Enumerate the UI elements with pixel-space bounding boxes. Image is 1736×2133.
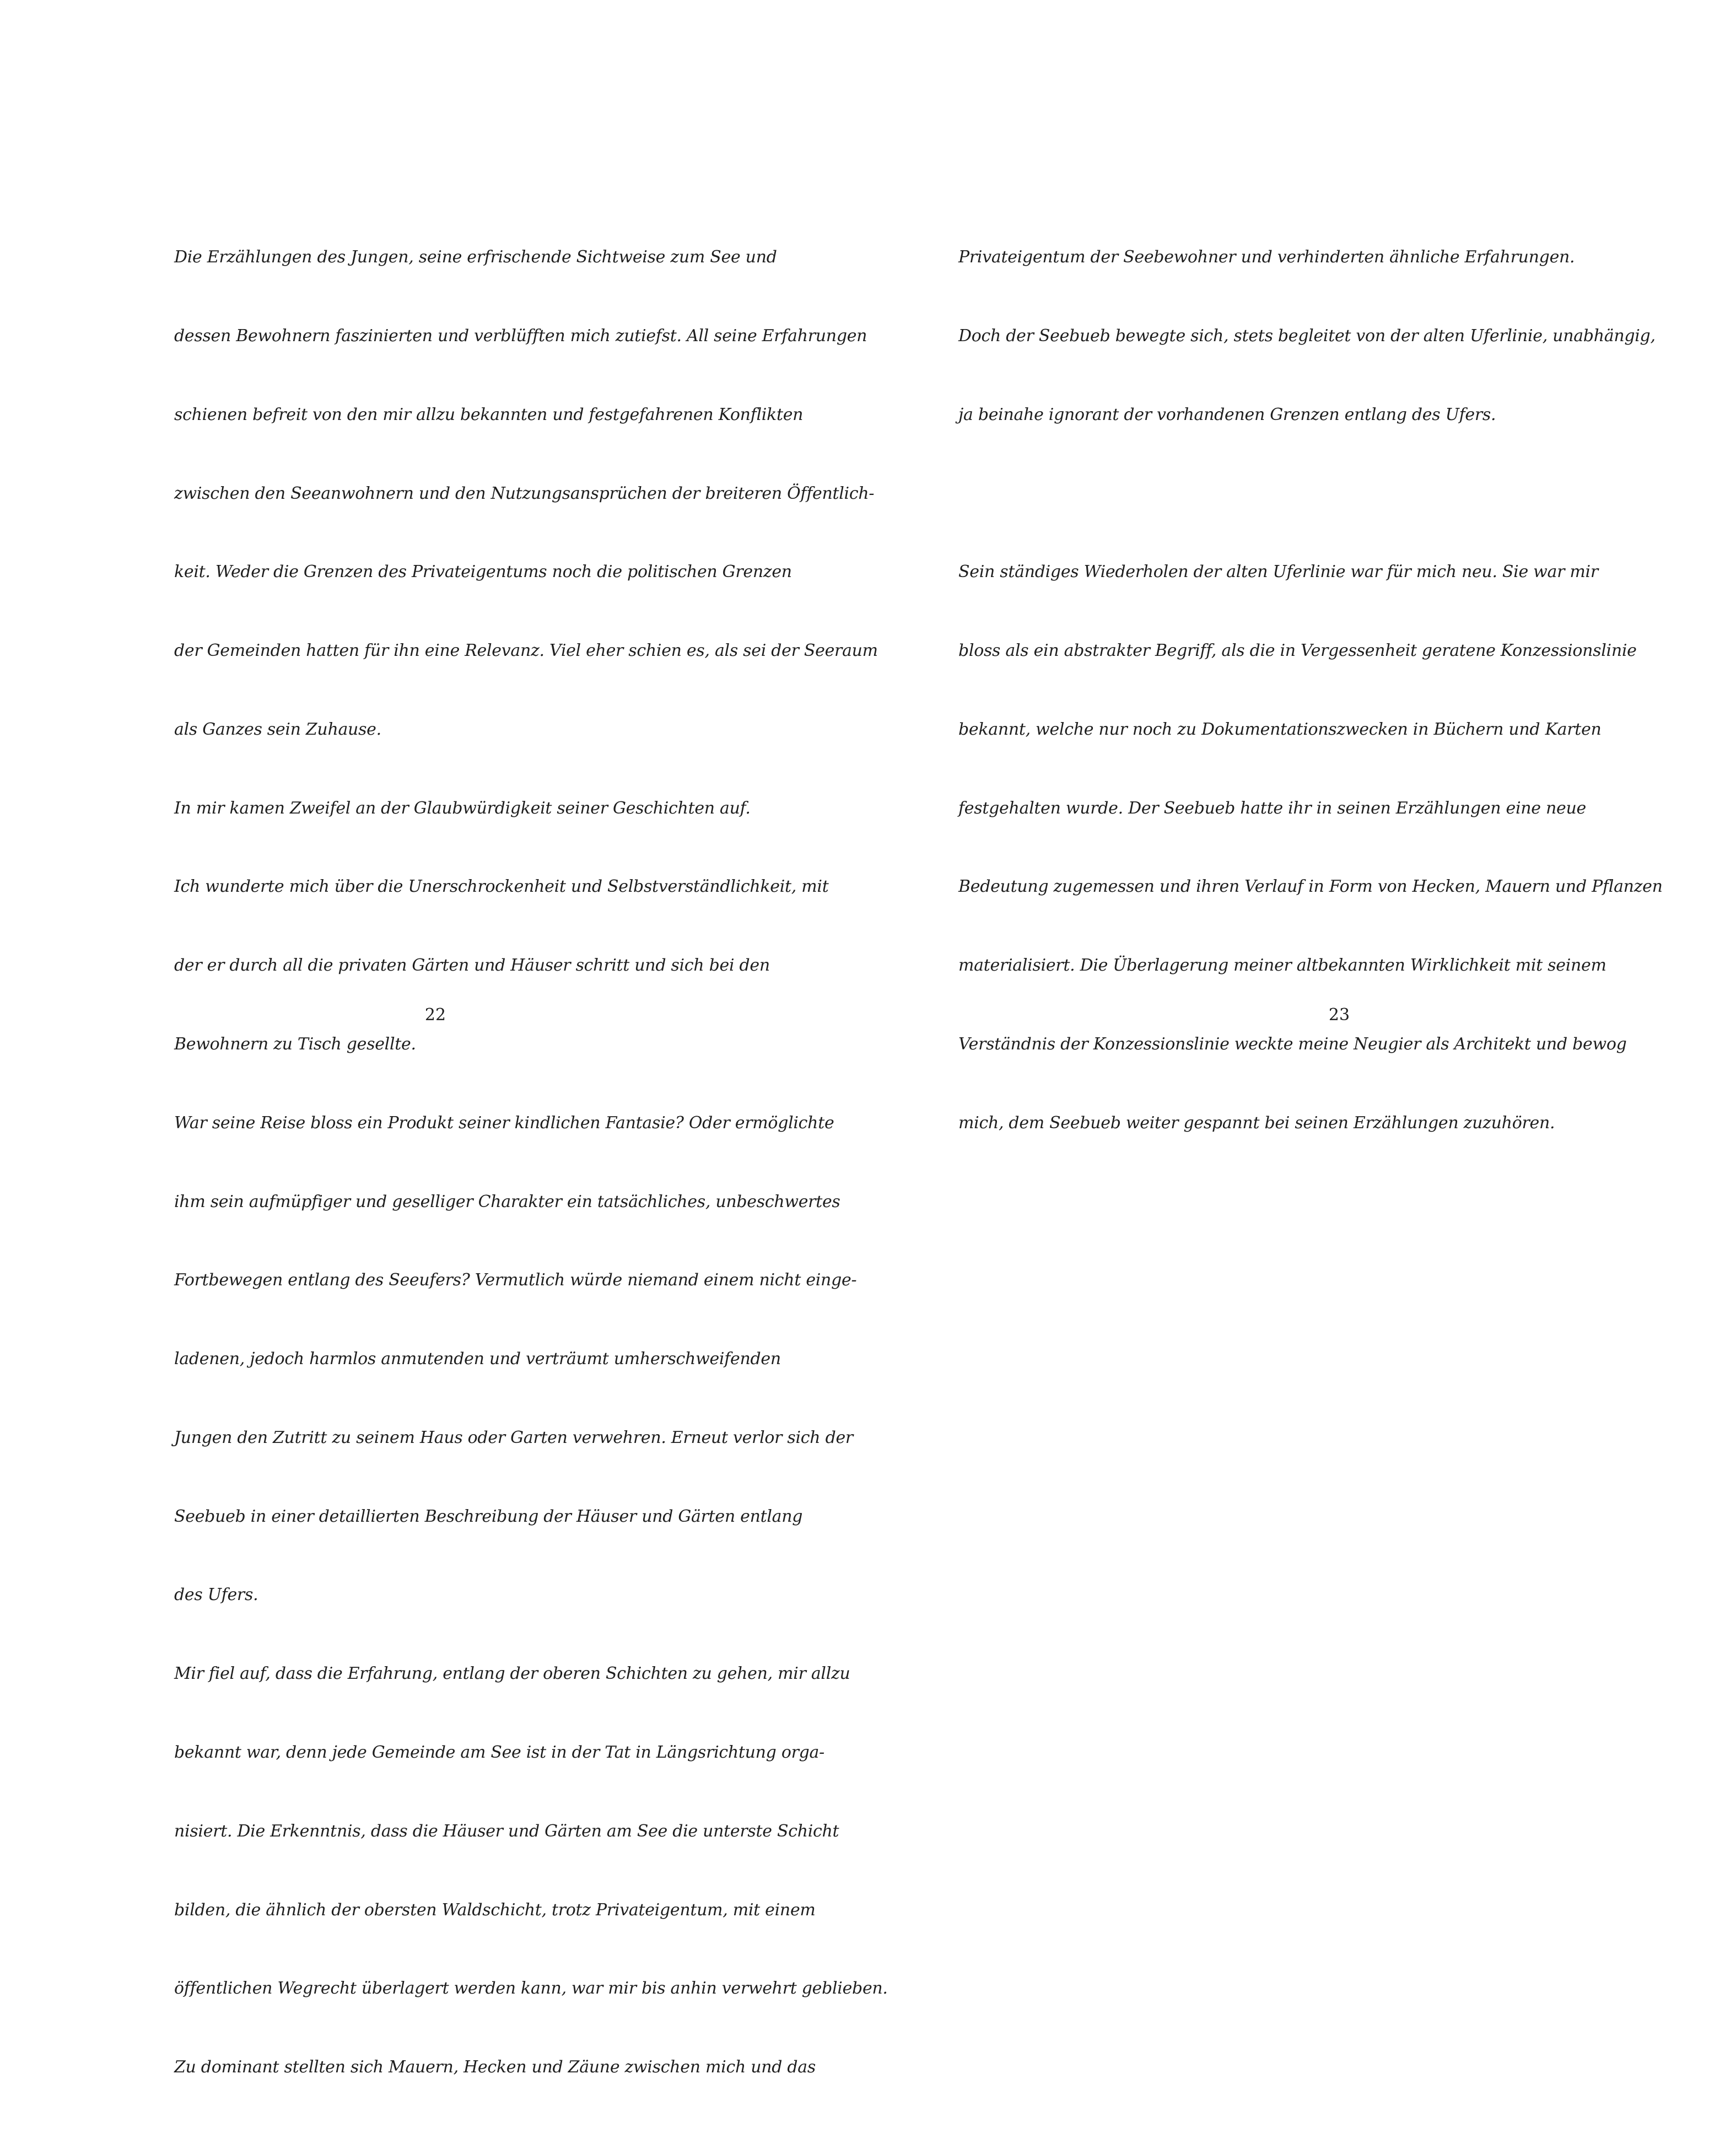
page-number-right: 23 <box>1328 1005 1350 1025</box>
text-line: mich, dem Seebueb weiter gespannt bei seinen Erzählungen zuzuhören. <box>958 1113 1555 1133</box>
text-line: dessen Bewohnern faszinierten und verblüfften mich zutiefst. All seine Erfahrungen <box>174 326 867 346</box>
right-page-body-text <box>958 192 1663 1189</box>
text-line: Bedeutung zugemessen und ihren Verlauf in Form von Hecken, Mauern und Pflanzen <box>958 877 1663 897</box>
text-line: des Ufers. <box>174 1585 258 1605</box>
left-page-body-text <box>174 192 888 2133</box>
text-line: materialisiert. Die Überlagerung meiner altbekannten Wirklichkeit mit seinem <box>958 956 1606 976</box>
text-line: schienen befreit von den mir allzu bekannten und festgefahrenen Konflikten <box>174 405 804 424</box>
text-line: Seebueb in einer detaillierten Beschreibung der Häuser und Gärten entlang <box>174 1506 803 1526</box>
text-line: bekannt, welche nur noch zu Dokumentationszwecken in Büchern und Karten <box>958 719 1602 739</box>
text-line: ihm sein aufmüpfiger und geselliger Charakter ein tatsächliches, unbeschwertes <box>174 1192 840 1211</box>
text-line: War seine Reise bloss ein Produkt seiner kindlichen Fantasie? Oder ermöglichte <box>174 1113 834 1133</box>
text-line: Jungen den Zutritt zu seinem Haus oder Garten verwehren. Erneut verlor sich der <box>174 1428 853 1447</box>
text-line: Bewohnern zu Tisch gesellte. <box>174 1035 416 1054</box>
text-line: Doch der Seebueb bewegte sich, stets begleitet von der alten Uferlinie, unabhängig, <box>958 326 1656 346</box>
text-line: als Ganzes sein Zuhause. <box>174 719 381 739</box>
paragraph-gap <box>958 481 1587 507</box>
text-line: öffentlichen Wegrecht überlagert werden kann, war mir bis anhin verwehrt geblieben. <box>174 1979 888 1999</box>
text-line: der Gemeinden hatten für ihn eine Relevanz. Viel eher schien es, als sei der Seeraum <box>174 641 878 661</box>
text-line: keit. Weder die Grenzen des Privateigentums noch die politischen Grenzen <box>174 562 792 582</box>
page-number-left: 22 <box>424 1005 446 1025</box>
text-line: ladenen, jedoch harmlos anmutenden und verträumt umherschweifenden <box>174 1349 781 1369</box>
text-line: Sein ständiges Wiederholen der alten Uferlinie war für mich neu. Sie war mir <box>958 562 1598 582</box>
text-line: ja beinahe ignorant der vorhandenen Grenzen entlang des Ufers. <box>958 405 1496 424</box>
text-line: Zu dominant stellten sich Mauern, Hecken und Zäune zwischen mich und das <box>174 2057 816 2077</box>
text-line: festgehalten wurde. Der Seebueb hatte ihr in seinen Erzählungen eine neue <box>958 798 1586 818</box>
text-line: Fortbewegen entlang des Seeufers? Vermutlich würde niemand einem nicht einge- <box>174 1270 857 1290</box>
text-line: zwischen den Seeanwohnern und den Nutzungsansprüchen der breiteren Öffentlich- <box>174 483 875 503</box>
text-line: Ich wunderte mich über die Unerschrockenheit und Selbstverständlichkeit, mit <box>174 877 829 897</box>
text-line: Verständnis der Konzessionslinie weckte meine Neugier als Architekt und bewog <box>958 1035 1627 1054</box>
text-line: bloss als ein abstrakter Begriff, als die in Vergessenheit geratene Konzessionslinie <box>958 641 1637 661</box>
left-page <box>0 0 888 2077</box>
text-line: Privateigentum der Seebewohner und verhinderten ähnliche Erfahrungen. <box>958 247 1575 267</box>
text-line: nisiert. Die Erkenntnis, dass die Häuser und Gärten am See die unterste Schicht <box>174 1821 839 1841</box>
text-line: bekannt war, denn jede Gemeinde am See ist in der Tat in Längsrichtung orga- <box>174 1743 824 1763</box>
text-line: In mir kamen Zweifel an der Glaubwürdigkeit seiner Geschichten auf. <box>174 798 751 818</box>
text-line: der er durch all die privaten Gärten und Häuser schritt und sich bei den <box>174 956 770 976</box>
right-page <box>868 0 1736 1133</box>
text-line: Mir fiel auf, dass die Erfahrung, entlang der oberen Schichten zu gehen, mir allzu <box>174 1664 850 1684</box>
text-line: Die Erzählungen des Jungen, seine erfrischende Sichtweise zum See und <box>174 247 777 267</box>
text-line: bilden, die ähnlich der obersten Waldschicht, trotz Privateigentum, mit einem <box>174 1900 816 1920</box>
